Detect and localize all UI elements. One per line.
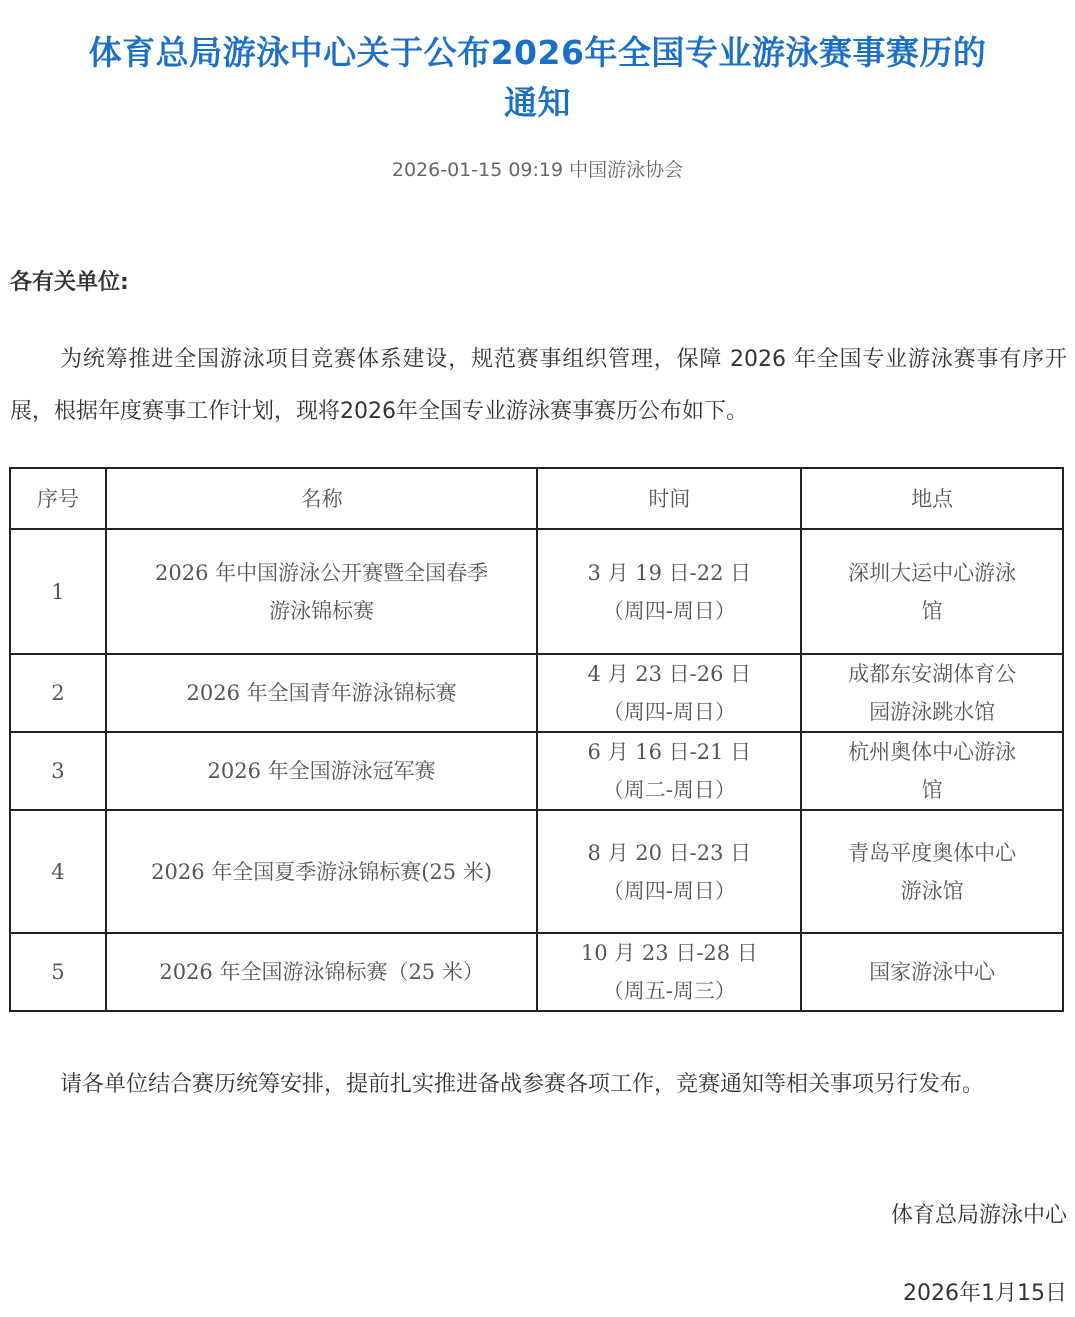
- intro-paragraph: 为统筹推进全国游泳项目竞赛体系建设，规范赛事组织管理，保障 2026 年全国专业游泳赛事有序开展，根据年度赛事工作计划，现将2026年全国专业游泳赛事赛历公布如下。: [10, 347, 1067, 424]
- row-no: 1: [10, 529, 106, 654]
- row-time-line: （周四-周日）: [602, 700, 736, 724]
- row-place: [801, 933, 1063, 1011]
- signature: 体育总局游泳中心: [890, 1203, 1067, 1228]
- table-row: [10, 810, 1063, 933]
- row-no: 4: [10, 810, 106, 933]
- row-time: [537, 933, 801, 1011]
- row-place: [801, 529, 1063, 654]
- row-place-line: 园游泳跳水馆: [869, 700, 996, 724]
- row-name-line: 游泳锦标赛: [269, 598, 375, 623]
- issue-date: 2026年1月15日: [903, 1281, 1067, 1306]
- row-name-line: 2026 年全国游泳冠军赛: [207, 759, 436, 783]
- table-row: [10, 654, 1063, 732]
- table-row: [10, 933, 1063, 1011]
- row-time-line: 6 月 16 日-21 日: [587, 740, 752, 764]
- salutation: 各有关单位:: [10, 270, 129, 295]
- row-place-line: 游泳馆: [900, 878, 964, 903]
- header-place: 地点: [801, 468, 1063, 529]
- row-name-line: 2026 年中国游泳公开赛暨全国春季: [155, 560, 489, 585]
- table-row: [10, 732, 1063, 810]
- row-place-line: 成都东安湖体育公: [848, 662, 1017, 686]
- header-no: 序号: [10, 468, 106, 529]
- row-name-line: 2026 年全国青年游泳锦标赛: [186, 681, 457, 705]
- row-name: [106, 654, 538, 732]
- row-name: [106, 810, 538, 933]
- row-no: 3: [10, 732, 106, 810]
- row-time-line: 10 月 23 日-28 日: [580, 941, 758, 965]
- page-title-line-1: 体育总局游泳中心关于公布2026年全国专业游泳赛事赛历的: [88, 33, 987, 72]
- row-place-line: 青岛平度奥体中心: [848, 840, 1017, 865]
- row-time: [537, 654, 801, 732]
- row-time: [537, 529, 801, 654]
- row-place-line: 馆: [921, 778, 943, 802]
- row-time-line: 8 月 20 日-23 日: [587, 840, 752, 865]
- row-time-line: 3 月 19 日-22 日: [587, 560, 752, 585]
- row-time-line: （周二-周日）: [602, 778, 736, 802]
- row-time-line: 4 月 23 日-26 日: [587, 662, 752, 686]
- row-time-line: （周四-周日）: [602, 598, 736, 623]
- row-time-line: （周四-周日）: [602, 878, 736, 903]
- row-place-line: 国家游泳中心: [869, 960, 996, 984]
- row-place-line: 深圳大运中心游泳: [848, 560, 1017, 585]
- row-place: [801, 810, 1063, 933]
- header-time: 时间: [537, 468, 801, 529]
- row-name: [106, 933, 538, 1011]
- page-title: [40, 28, 1035, 128]
- row-time-line: （周五-周三）: [602, 979, 736, 1003]
- row-name-line: 2026 年全国游泳锦标赛（25 米）: [159, 960, 484, 984]
- row-no: 2: [10, 654, 106, 732]
- row-place: [801, 654, 1063, 732]
- row-no: 5: [10, 933, 106, 1011]
- header-name: 名称: [106, 468, 538, 529]
- table-header-row: [10, 468, 1063, 529]
- article-meta: 2026-01-15 09:19 中国游泳协会: [391, 159, 684, 181]
- row-place-line: 馆: [921, 598, 943, 623]
- row-name-line: 2026 年全国夏季游泳锦标赛(25 米): [151, 859, 493, 884]
- row-place: [801, 732, 1063, 810]
- row-name: [106, 732, 538, 810]
- table-row: [10, 529, 1063, 654]
- page-title-line-2: 通知: [504, 83, 571, 122]
- row-time: [537, 732, 801, 810]
- row-time: [537, 810, 801, 933]
- closing-paragraph: 请各单位结合赛历统筹安排，提前扎实推进备战参赛各项工作，竞赛通知等相关事项另行发布。: [60, 1072, 985, 1097]
- competition-schedule-table: [9, 467, 1064, 1012]
- row-name: [106, 529, 538, 654]
- row-place-line: 杭州奥体中心游泳: [848, 740, 1017, 764]
